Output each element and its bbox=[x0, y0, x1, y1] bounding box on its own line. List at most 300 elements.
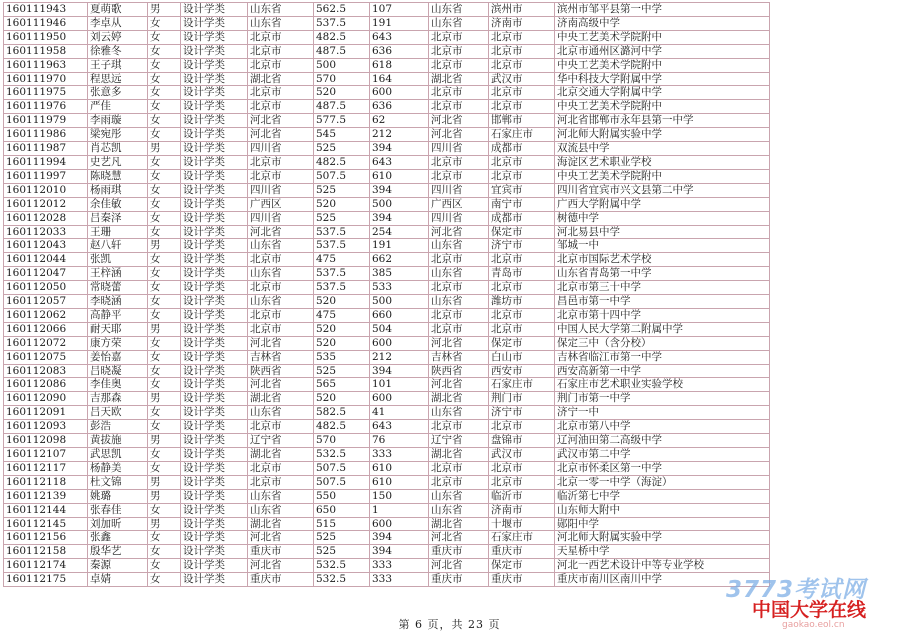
cell-city_province: 重庆市 bbox=[429, 573, 489, 587]
cell-category: 设计学类 bbox=[181, 197, 248, 211]
cell-school: 河北易县中学 bbox=[555, 225, 770, 239]
cell-rank: 636 bbox=[370, 100, 429, 114]
cell-gender: 女 bbox=[148, 16, 181, 30]
cell-rank: 41 bbox=[370, 406, 429, 420]
cell-name: 肖芯凯 bbox=[88, 142, 148, 156]
cell-id: 160112117 bbox=[4, 461, 88, 475]
cell-name: 姚璐 bbox=[88, 489, 148, 503]
cell-category: 设计学类 bbox=[181, 322, 248, 336]
cell-province: 湖北省 bbox=[248, 448, 314, 462]
table-row bbox=[4, 30, 770, 44]
cell-name: 武思凯 bbox=[88, 448, 148, 462]
cell-gender: 女 bbox=[148, 531, 181, 545]
cell-rank: 600 bbox=[370, 336, 429, 350]
cell-city: 西安市 bbox=[489, 364, 555, 378]
table-row bbox=[4, 155, 770, 169]
cell-name: 秦源 bbox=[88, 559, 148, 573]
cell-name: 常晓蕾 bbox=[88, 281, 148, 295]
cell-city: 北京市 bbox=[489, 155, 555, 169]
cell-gender: 男 bbox=[148, 475, 181, 489]
table-row bbox=[4, 197, 770, 211]
cell-category: 设计学类 bbox=[181, 114, 248, 128]
cell-rank: 610 bbox=[370, 169, 429, 183]
cell-school: 吉林省临江市第一中学 bbox=[555, 350, 770, 364]
cell-id: 160111950 bbox=[4, 30, 88, 44]
watermark-brand-logo: 中国大学在线 bbox=[752, 599, 867, 621]
cell-city_province: 辽宁省 bbox=[429, 434, 489, 448]
table-row bbox=[4, 295, 770, 309]
cell-rank: 394 bbox=[370, 142, 429, 156]
cell-id: 160112139 bbox=[4, 489, 88, 503]
cell-gender: 女 bbox=[148, 197, 181, 211]
cell-gender: 女 bbox=[148, 169, 181, 183]
cell-name: 卓婧 bbox=[88, 573, 148, 587]
cell-score: 525 bbox=[314, 211, 370, 225]
cell-city: 石家庄市 bbox=[489, 128, 555, 142]
cell-category: 设计学类 bbox=[181, 128, 248, 142]
cell-gender: 女 bbox=[148, 573, 181, 587]
cell-score: 482.5 bbox=[314, 30, 370, 44]
cell-rank: 394 bbox=[370, 545, 429, 559]
cell-rank: 254 bbox=[370, 225, 429, 239]
cell-province: 北京市 bbox=[248, 169, 314, 183]
cell-score: 545 bbox=[314, 128, 370, 142]
cell-score: 482.5 bbox=[314, 420, 370, 434]
cell-city_province: 河北省 bbox=[429, 128, 489, 142]
cell-province: 河北省 bbox=[248, 559, 314, 573]
cell-name: 杨雨琪 bbox=[88, 183, 148, 197]
table-row bbox=[4, 3, 770, 17]
table-row bbox=[4, 16, 770, 30]
cell-gender: 男 bbox=[148, 489, 181, 503]
cell-score: 482.5 bbox=[314, 155, 370, 169]
cell-category: 设计学类 bbox=[181, 3, 248, 17]
cell-city: 北京市 bbox=[489, 86, 555, 100]
cell-score: 507.5 bbox=[314, 475, 370, 489]
cell-city: 重庆市 bbox=[489, 573, 555, 587]
cell-score: 520 bbox=[314, 322, 370, 336]
cell-city: 盘锦市 bbox=[489, 434, 555, 448]
cell-name: 李雨璇 bbox=[88, 114, 148, 128]
cell-school: 北京市第三十中学 bbox=[555, 281, 770, 295]
table-row bbox=[4, 211, 770, 225]
cell-category: 设计学类 bbox=[181, 183, 248, 197]
cell-province: 河北省 bbox=[248, 225, 314, 239]
cell-score: 520 bbox=[314, 295, 370, 309]
cell-province: 河北省 bbox=[248, 114, 314, 128]
cell-id: 160111946 bbox=[4, 16, 88, 30]
cell-school: 华中科技大学附属中学 bbox=[555, 72, 770, 86]
cell-score: 582.5 bbox=[314, 406, 370, 420]
cell-id: 160112175 bbox=[4, 573, 88, 587]
cell-name: 吕天欧 bbox=[88, 406, 148, 420]
cell-id: 160112174 bbox=[4, 559, 88, 573]
cell-school: 中央工艺美术学院附中 bbox=[555, 30, 770, 44]
cell-province: 北京市 bbox=[248, 100, 314, 114]
cell-category: 设计学类 bbox=[181, 461, 248, 475]
cell-category: 设计学类 bbox=[181, 169, 248, 183]
cell-rank: 618 bbox=[370, 58, 429, 72]
cell-name: 康方荣 bbox=[88, 336, 148, 350]
cell-school: 山东省青岛第一中学 bbox=[555, 267, 770, 281]
cell-city_province: 北京市 bbox=[429, 155, 489, 169]
table-row bbox=[4, 225, 770, 239]
cell-score: 520 bbox=[314, 336, 370, 350]
cell-school: 济宁一中 bbox=[555, 406, 770, 420]
cell-school: 滨州市邹平县第一中学 bbox=[555, 3, 770, 17]
cell-id: 160112072 bbox=[4, 336, 88, 350]
cell-province: 山东省 bbox=[248, 503, 314, 517]
cell-score: 507.5 bbox=[314, 461, 370, 475]
cell-id: 160112144 bbox=[4, 503, 88, 517]
cell-category: 设计学类 bbox=[181, 267, 248, 281]
cell-score: 550 bbox=[314, 489, 370, 503]
cell-school: 武汉市第二中学 bbox=[555, 448, 770, 462]
cell-id: 160111958 bbox=[4, 44, 88, 58]
cell-rank: 333 bbox=[370, 573, 429, 587]
cell-gender: 女 bbox=[148, 378, 181, 392]
cell-id: 160112050 bbox=[4, 281, 88, 295]
cell-category: 设计学类 bbox=[181, 211, 248, 225]
cell-city_province: 河北省 bbox=[429, 225, 489, 239]
cell-school: 河北师大附属实验中学 bbox=[555, 128, 770, 142]
cell-city: 保定市 bbox=[489, 559, 555, 573]
cell-city_province: 河北省 bbox=[429, 336, 489, 350]
cell-score: 487.5 bbox=[314, 100, 370, 114]
cell-gender: 女 bbox=[148, 336, 181, 350]
cell-city_province: 河北省 bbox=[429, 531, 489, 545]
cell-gender: 女 bbox=[148, 420, 181, 434]
cell-category: 设计学类 bbox=[181, 378, 248, 392]
table-row bbox=[4, 545, 770, 559]
cell-city_province: 北京市 bbox=[429, 44, 489, 58]
cell-score: 525 bbox=[314, 545, 370, 559]
cell-province: 重庆市 bbox=[248, 545, 314, 559]
cell-province: 山东省 bbox=[248, 239, 314, 253]
table-row bbox=[4, 253, 770, 267]
cell-name: 黄拔施 bbox=[88, 434, 148, 448]
cell-city_province: 北京市 bbox=[429, 461, 489, 475]
cell-rank: 600 bbox=[370, 517, 429, 531]
cell-rank: 643 bbox=[370, 420, 429, 434]
cell-school: 中央工艺美术学院附中 bbox=[555, 100, 770, 114]
cell-id: 160112047 bbox=[4, 267, 88, 281]
cell-score: 500 bbox=[314, 58, 370, 72]
cell-rank: 533 bbox=[370, 281, 429, 295]
cell-category: 设计学类 bbox=[181, 281, 248, 295]
cell-city_province: 北京市 bbox=[429, 86, 489, 100]
cell-gender: 男 bbox=[148, 392, 181, 406]
cell-score: 525 bbox=[314, 364, 370, 378]
cell-province: 四川省 bbox=[248, 142, 314, 156]
cell-id: 160112090 bbox=[4, 392, 88, 406]
cell-id: 160111976 bbox=[4, 100, 88, 114]
cell-gender: 男 bbox=[148, 434, 181, 448]
cell-province: 山东省 bbox=[248, 406, 314, 420]
cell-gender: 女 bbox=[148, 559, 181, 573]
cell-city: 南宁市 bbox=[489, 197, 555, 211]
cell-name: 严佳 bbox=[88, 100, 148, 114]
cell-gender: 女 bbox=[148, 128, 181, 142]
cell-school: 济南高级中学 bbox=[555, 16, 770, 30]
cell-id: 160112075 bbox=[4, 350, 88, 364]
cell-rank: 191 bbox=[370, 239, 429, 253]
cell-name: 彭浩 bbox=[88, 420, 148, 434]
cell-rank: 643 bbox=[370, 30, 429, 44]
cell-province: 山东省 bbox=[248, 3, 314, 17]
cell-city_province: 河北省 bbox=[429, 559, 489, 573]
cell-name: 耐天耶 bbox=[88, 322, 148, 336]
cell-school: 北京市第十四中学 bbox=[555, 308, 770, 322]
cell-category: 设计学类 bbox=[181, 16, 248, 30]
cell-city_province: 北京市 bbox=[429, 58, 489, 72]
cell-score: 570 bbox=[314, 434, 370, 448]
cell-score: 532.5 bbox=[314, 559, 370, 573]
cell-school: 海淀区艺术职业学校 bbox=[555, 155, 770, 169]
table-row bbox=[4, 58, 770, 72]
table-row bbox=[4, 100, 770, 114]
cell-name: 刘云婷 bbox=[88, 30, 148, 44]
cell-city_province: 山东省 bbox=[429, 3, 489, 17]
cell-province: 陕西省 bbox=[248, 364, 314, 378]
cell-city: 重庆市 bbox=[489, 545, 555, 559]
cell-name: 陈晓慧 bbox=[88, 169, 148, 183]
cell-id: 160111963 bbox=[4, 58, 88, 72]
cell-score: 577.5 bbox=[314, 114, 370, 128]
cell-gender: 女 bbox=[148, 406, 181, 420]
table-row bbox=[4, 392, 770, 406]
table-row bbox=[4, 489, 770, 503]
cell-gender: 女 bbox=[148, 114, 181, 128]
cell-city_province: 山东省 bbox=[429, 16, 489, 30]
cell-score: 537.5 bbox=[314, 16, 370, 30]
cell-school: 北京一零一中学（海淀） bbox=[555, 475, 770, 489]
cell-id: 160112107 bbox=[4, 448, 88, 462]
cell-rank: 212 bbox=[370, 128, 429, 142]
cell-city: 北京市 bbox=[489, 30, 555, 44]
cell-city_province: 湖北省 bbox=[429, 392, 489, 406]
cell-score: 532.5 bbox=[314, 448, 370, 462]
cell-city: 潍坊市 bbox=[489, 295, 555, 309]
cell-rank: 76 bbox=[370, 434, 429, 448]
cell-rank: 610 bbox=[370, 461, 429, 475]
cell-rank: 333 bbox=[370, 448, 429, 462]
cell-province: 山东省 bbox=[248, 489, 314, 503]
cell-id: 160112057 bbox=[4, 295, 88, 309]
table-row bbox=[4, 350, 770, 364]
cell-school: 昌邑市第一中学 bbox=[555, 295, 770, 309]
cell-category: 设计学类 bbox=[181, 100, 248, 114]
cell-id: 160112062 bbox=[4, 308, 88, 322]
cell-id: 160111975 bbox=[4, 86, 88, 100]
cell-province: 河北省 bbox=[248, 336, 314, 350]
cell-rank: 394 bbox=[370, 364, 429, 378]
cell-name: 高静平 bbox=[88, 308, 148, 322]
table-row bbox=[4, 336, 770, 350]
cell-province: 重庆市 bbox=[248, 573, 314, 587]
table-row bbox=[4, 44, 770, 58]
cell-city: 武汉市 bbox=[489, 72, 555, 86]
cell-school: 邹城一中 bbox=[555, 239, 770, 253]
table-row bbox=[4, 128, 770, 142]
cell-category: 设计学类 bbox=[181, 142, 248, 156]
table-row bbox=[4, 239, 770, 253]
cell-city: 宜宾市 bbox=[489, 183, 555, 197]
cell-rank: 150 bbox=[370, 489, 429, 503]
cell-category: 设计学类 bbox=[181, 364, 248, 378]
cell-id: 160112091 bbox=[4, 406, 88, 420]
cell-city: 白山市 bbox=[489, 350, 555, 364]
table-row bbox=[4, 434, 770, 448]
cell-province: 北京市 bbox=[248, 281, 314, 295]
cell-name: 张凯 bbox=[88, 253, 148, 267]
table-row bbox=[4, 573, 770, 587]
cell-gender: 女 bbox=[148, 503, 181, 517]
table-row bbox=[4, 322, 770, 336]
table-row bbox=[4, 378, 770, 392]
cell-id: 160112098 bbox=[4, 434, 88, 448]
cell-province: 山东省 bbox=[248, 267, 314, 281]
cell-school: 荆门市第一中学 bbox=[555, 392, 770, 406]
cell-category: 设计学类 bbox=[181, 517, 248, 531]
cell-id: 160112043 bbox=[4, 239, 88, 253]
cell-city_province: 北京市 bbox=[429, 420, 489, 434]
cell-city: 北京市 bbox=[489, 308, 555, 322]
cell-category: 设计学类 bbox=[181, 489, 248, 503]
cell-gender: 女 bbox=[148, 58, 181, 72]
table-body bbox=[4, 3, 770, 587]
table-row bbox=[4, 448, 770, 462]
cell-rank: 1 bbox=[370, 503, 429, 517]
cell-name: 张鑫 bbox=[88, 531, 148, 545]
cell-gender: 男 bbox=[148, 142, 181, 156]
cell-name: 梁宛彤 bbox=[88, 128, 148, 142]
table-row bbox=[4, 142, 770, 156]
table-row bbox=[4, 169, 770, 183]
cell-category: 设计学类 bbox=[181, 475, 248, 489]
cell-score: 537.5 bbox=[314, 239, 370, 253]
cell-school: 北京市国际艺术学校 bbox=[555, 253, 770, 267]
cell-city_province: 北京市 bbox=[429, 169, 489, 183]
cell-city_province: 河北省 bbox=[429, 114, 489, 128]
cell-city: 济宁市 bbox=[489, 239, 555, 253]
cell-city_province: 山东省 bbox=[429, 406, 489, 420]
cell-rank: 394 bbox=[370, 531, 429, 545]
cell-name: 王珊 bbox=[88, 225, 148, 239]
cell-city_province: 北京市 bbox=[429, 475, 489, 489]
table-row bbox=[4, 183, 770, 197]
cell-city_province: 四川省 bbox=[429, 183, 489, 197]
table-row bbox=[4, 475, 770, 489]
cell-category: 设计学类 bbox=[181, 295, 248, 309]
cell-gender: 女 bbox=[148, 364, 181, 378]
cell-category: 设计学类 bbox=[181, 406, 248, 420]
cell-id: 160112118 bbox=[4, 475, 88, 489]
cell-score: 525 bbox=[314, 183, 370, 197]
table-row bbox=[4, 517, 770, 531]
cell-city: 青岛市 bbox=[489, 267, 555, 281]
cell-score: 537.5 bbox=[314, 225, 370, 239]
cell-rank: 101 bbox=[370, 378, 429, 392]
cell-city: 济南市 bbox=[489, 503, 555, 517]
cell-city: 北京市 bbox=[489, 169, 555, 183]
cell-category: 设计学类 bbox=[181, 44, 248, 58]
cell-name: 程思远 bbox=[88, 72, 148, 86]
cell-id: 160112033 bbox=[4, 225, 88, 239]
cell-gender: 女 bbox=[148, 30, 181, 44]
cell-school: 山东师大附中 bbox=[555, 503, 770, 517]
cell-gender: 女 bbox=[148, 44, 181, 58]
cell-category: 设计学类 bbox=[181, 559, 248, 573]
cell-name: 吕晓凝 bbox=[88, 364, 148, 378]
cell-gender: 女 bbox=[148, 100, 181, 114]
cell-id: 160112066 bbox=[4, 322, 88, 336]
cell-city_province: 北京市 bbox=[429, 30, 489, 44]
table-row bbox=[4, 364, 770, 378]
cell-gender: 女 bbox=[148, 72, 181, 86]
cell-category: 设计学类 bbox=[181, 503, 248, 517]
watermark-url: gaokao.eol.cn bbox=[782, 620, 845, 630]
table-row bbox=[4, 503, 770, 517]
cell-gender: 男 bbox=[148, 239, 181, 253]
cell-score: 650 bbox=[314, 503, 370, 517]
cell-gender: 女 bbox=[148, 448, 181, 462]
cell-school: 北京市第八中学 bbox=[555, 420, 770, 434]
cell-city: 保定市 bbox=[489, 225, 555, 239]
cell-school: 四川省宜宾市兴文县第二中学 bbox=[555, 183, 770, 197]
cell-gender: 女 bbox=[148, 183, 181, 197]
cell-gender: 男 bbox=[148, 517, 181, 531]
cell-province: 河北省 bbox=[248, 531, 314, 545]
cell-id: 160112093 bbox=[4, 420, 88, 434]
cell-city_province: 山东省 bbox=[429, 503, 489, 517]
cell-city_province: 广西区 bbox=[429, 197, 489, 211]
cell-province: 山东省 bbox=[248, 16, 314, 30]
admission-table bbox=[3, 2, 770, 587]
cell-rank: 164 bbox=[370, 72, 429, 86]
table-row bbox=[4, 531, 770, 545]
cell-name: 李佳奥 bbox=[88, 378, 148, 392]
cell-gender: 女 bbox=[148, 211, 181, 225]
cell-rank: 107 bbox=[370, 3, 429, 17]
cell-school: 中央工艺美术学院附中 bbox=[555, 58, 770, 72]
cell-category: 设计学类 bbox=[181, 86, 248, 100]
cell-city_province: 吉林省 bbox=[429, 350, 489, 364]
cell-school: 中央工艺美术学院附中 bbox=[555, 169, 770, 183]
table-row bbox=[4, 420, 770, 434]
admission-table-sheet bbox=[3, 2, 769, 587]
table-row bbox=[4, 461, 770, 475]
cell-school: 重庆市南川区南川中学 bbox=[555, 573, 770, 587]
cell-category: 设计学类 bbox=[181, 253, 248, 267]
cell-city: 北京市 bbox=[489, 281, 555, 295]
cell-category: 设计学类 bbox=[181, 239, 248, 253]
cell-city: 北京市 bbox=[489, 253, 555, 267]
cell-province: 湖北省 bbox=[248, 392, 314, 406]
cell-city: 济南市 bbox=[489, 16, 555, 30]
cell-school: 天星桥中学 bbox=[555, 545, 770, 559]
table-row bbox=[4, 86, 770, 100]
cell-category: 设计学类 bbox=[181, 573, 248, 587]
cell-gender: 女 bbox=[148, 295, 181, 309]
cell-city_province: 陕西省 bbox=[429, 364, 489, 378]
cell-score: 487.5 bbox=[314, 44, 370, 58]
cell-gender: 女 bbox=[148, 350, 181, 364]
cell-province: 北京市 bbox=[248, 155, 314, 169]
cell-name: 刘加昕 bbox=[88, 517, 148, 531]
cell-score: 507.5 bbox=[314, 169, 370, 183]
cell-school: 树德中学 bbox=[555, 211, 770, 225]
